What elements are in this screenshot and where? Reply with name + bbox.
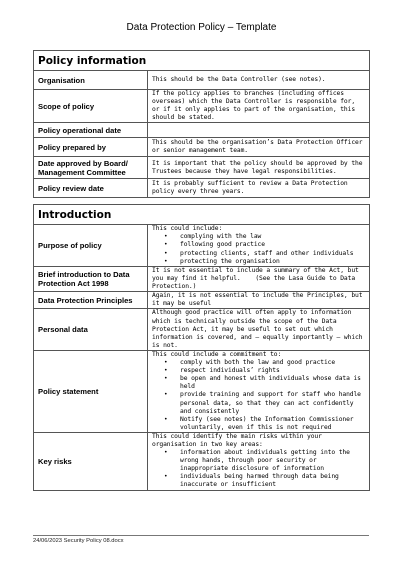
row-value: It is probably sufficient to review a Data Protection policy every three years. xyxy=(148,179,370,198)
list-item: • protecting clients, staff and other individuals xyxy=(180,250,366,258)
policy-statement-label: Policy statement xyxy=(34,350,148,432)
personal-data-value: Although good practice will often apply to information which is technically outside the scope of the Data Protection Act, it may be useful to set out which information is covered, and — equally importantly — which is not. xyxy=(148,309,370,350)
purpose-label: Purpose of policy xyxy=(34,225,148,267)
list-item: • respect individuals’ rights xyxy=(180,367,366,375)
introduction-table xyxy=(33,204,370,491)
brief-intro-label: Brief introduction to Data Protection Act 1998 xyxy=(34,267,148,292)
list-item: • be open and honest with individuals whose data is held xyxy=(180,375,366,391)
list-item: • complying with the law xyxy=(180,233,366,241)
statement-list xyxy=(152,359,366,432)
footer-divider xyxy=(33,535,369,536)
risks-intro: This could identify the main risks within your organisation in two key areas: xyxy=(152,432,322,448)
row-label: Date approved by Board/ Management Committee xyxy=(34,157,148,179)
row-label: Policy review date xyxy=(34,179,148,198)
list-item: • Notify (see notes) the Information Commissioner voluntarily, even if this is not required xyxy=(180,416,366,432)
row-label: Policy operational date xyxy=(34,123,148,138)
risks-list xyxy=(152,449,366,489)
brief-intro-value: It is not essential to include a summary of the Act, but you may find it helpful. (See the Lasa Guide to Data Protection.) xyxy=(148,267,370,292)
row-value: If the policy applies to branches (including offices overseas) which the Data Controller is responsible for, or if it only applies to part of the organisation, this should be stated. xyxy=(148,90,370,123)
list-item: • comply with both the law and good practice xyxy=(180,359,366,367)
policy-information-heading: Policy information xyxy=(34,51,370,71)
list-item: • following good practice xyxy=(180,241,366,249)
purpose-value xyxy=(148,225,370,267)
footer-text: 24/06/2023 Security Policy 08.docx xyxy=(33,538,124,544)
principles-value: Again, it is not essential to include the Principles, but it may be useful xyxy=(148,292,370,309)
statement-intro: This could include a commitment to: xyxy=(152,350,282,358)
row-value xyxy=(148,123,370,138)
row-value: This should be the Data Controller (see notes). xyxy=(148,71,370,90)
page-title: Data Protection Policy – Template xyxy=(126,22,277,33)
list-item: • individuals being harmed through data being inaccurate or insufficient xyxy=(180,473,366,489)
list-item: • provide training and support for staff who handle personal data, so that they can act confidently and consistently xyxy=(180,391,366,415)
purpose-intro: This could include: xyxy=(152,225,223,233)
row-value: It is important that the policy should be approved by the Trustees because they have legal responsibilities. xyxy=(148,157,370,179)
personal-data-label: Personal data xyxy=(34,309,148,350)
purpose-list xyxy=(152,233,366,265)
row-value: This should be the organisation’s Data Protection Officer or senior management team. xyxy=(148,138,370,157)
principles-label: Data Protection Principles xyxy=(34,292,148,309)
list-item: • protecting the organisation xyxy=(180,258,366,266)
row-label: Scope of policy xyxy=(34,90,148,123)
policy-statement-value xyxy=(148,350,370,432)
row-label: Organisation xyxy=(34,71,148,90)
list-item: • information about individuals getting into the wrong hands, through poor security or inappropriate disclosure of information xyxy=(180,449,366,473)
introduction-heading: Introduction xyxy=(34,205,370,225)
row-label: Policy prepared by xyxy=(34,138,148,157)
key-risks-value xyxy=(148,432,370,490)
policy-information-table xyxy=(33,50,370,198)
key-risks-label: Key risks xyxy=(34,432,148,490)
